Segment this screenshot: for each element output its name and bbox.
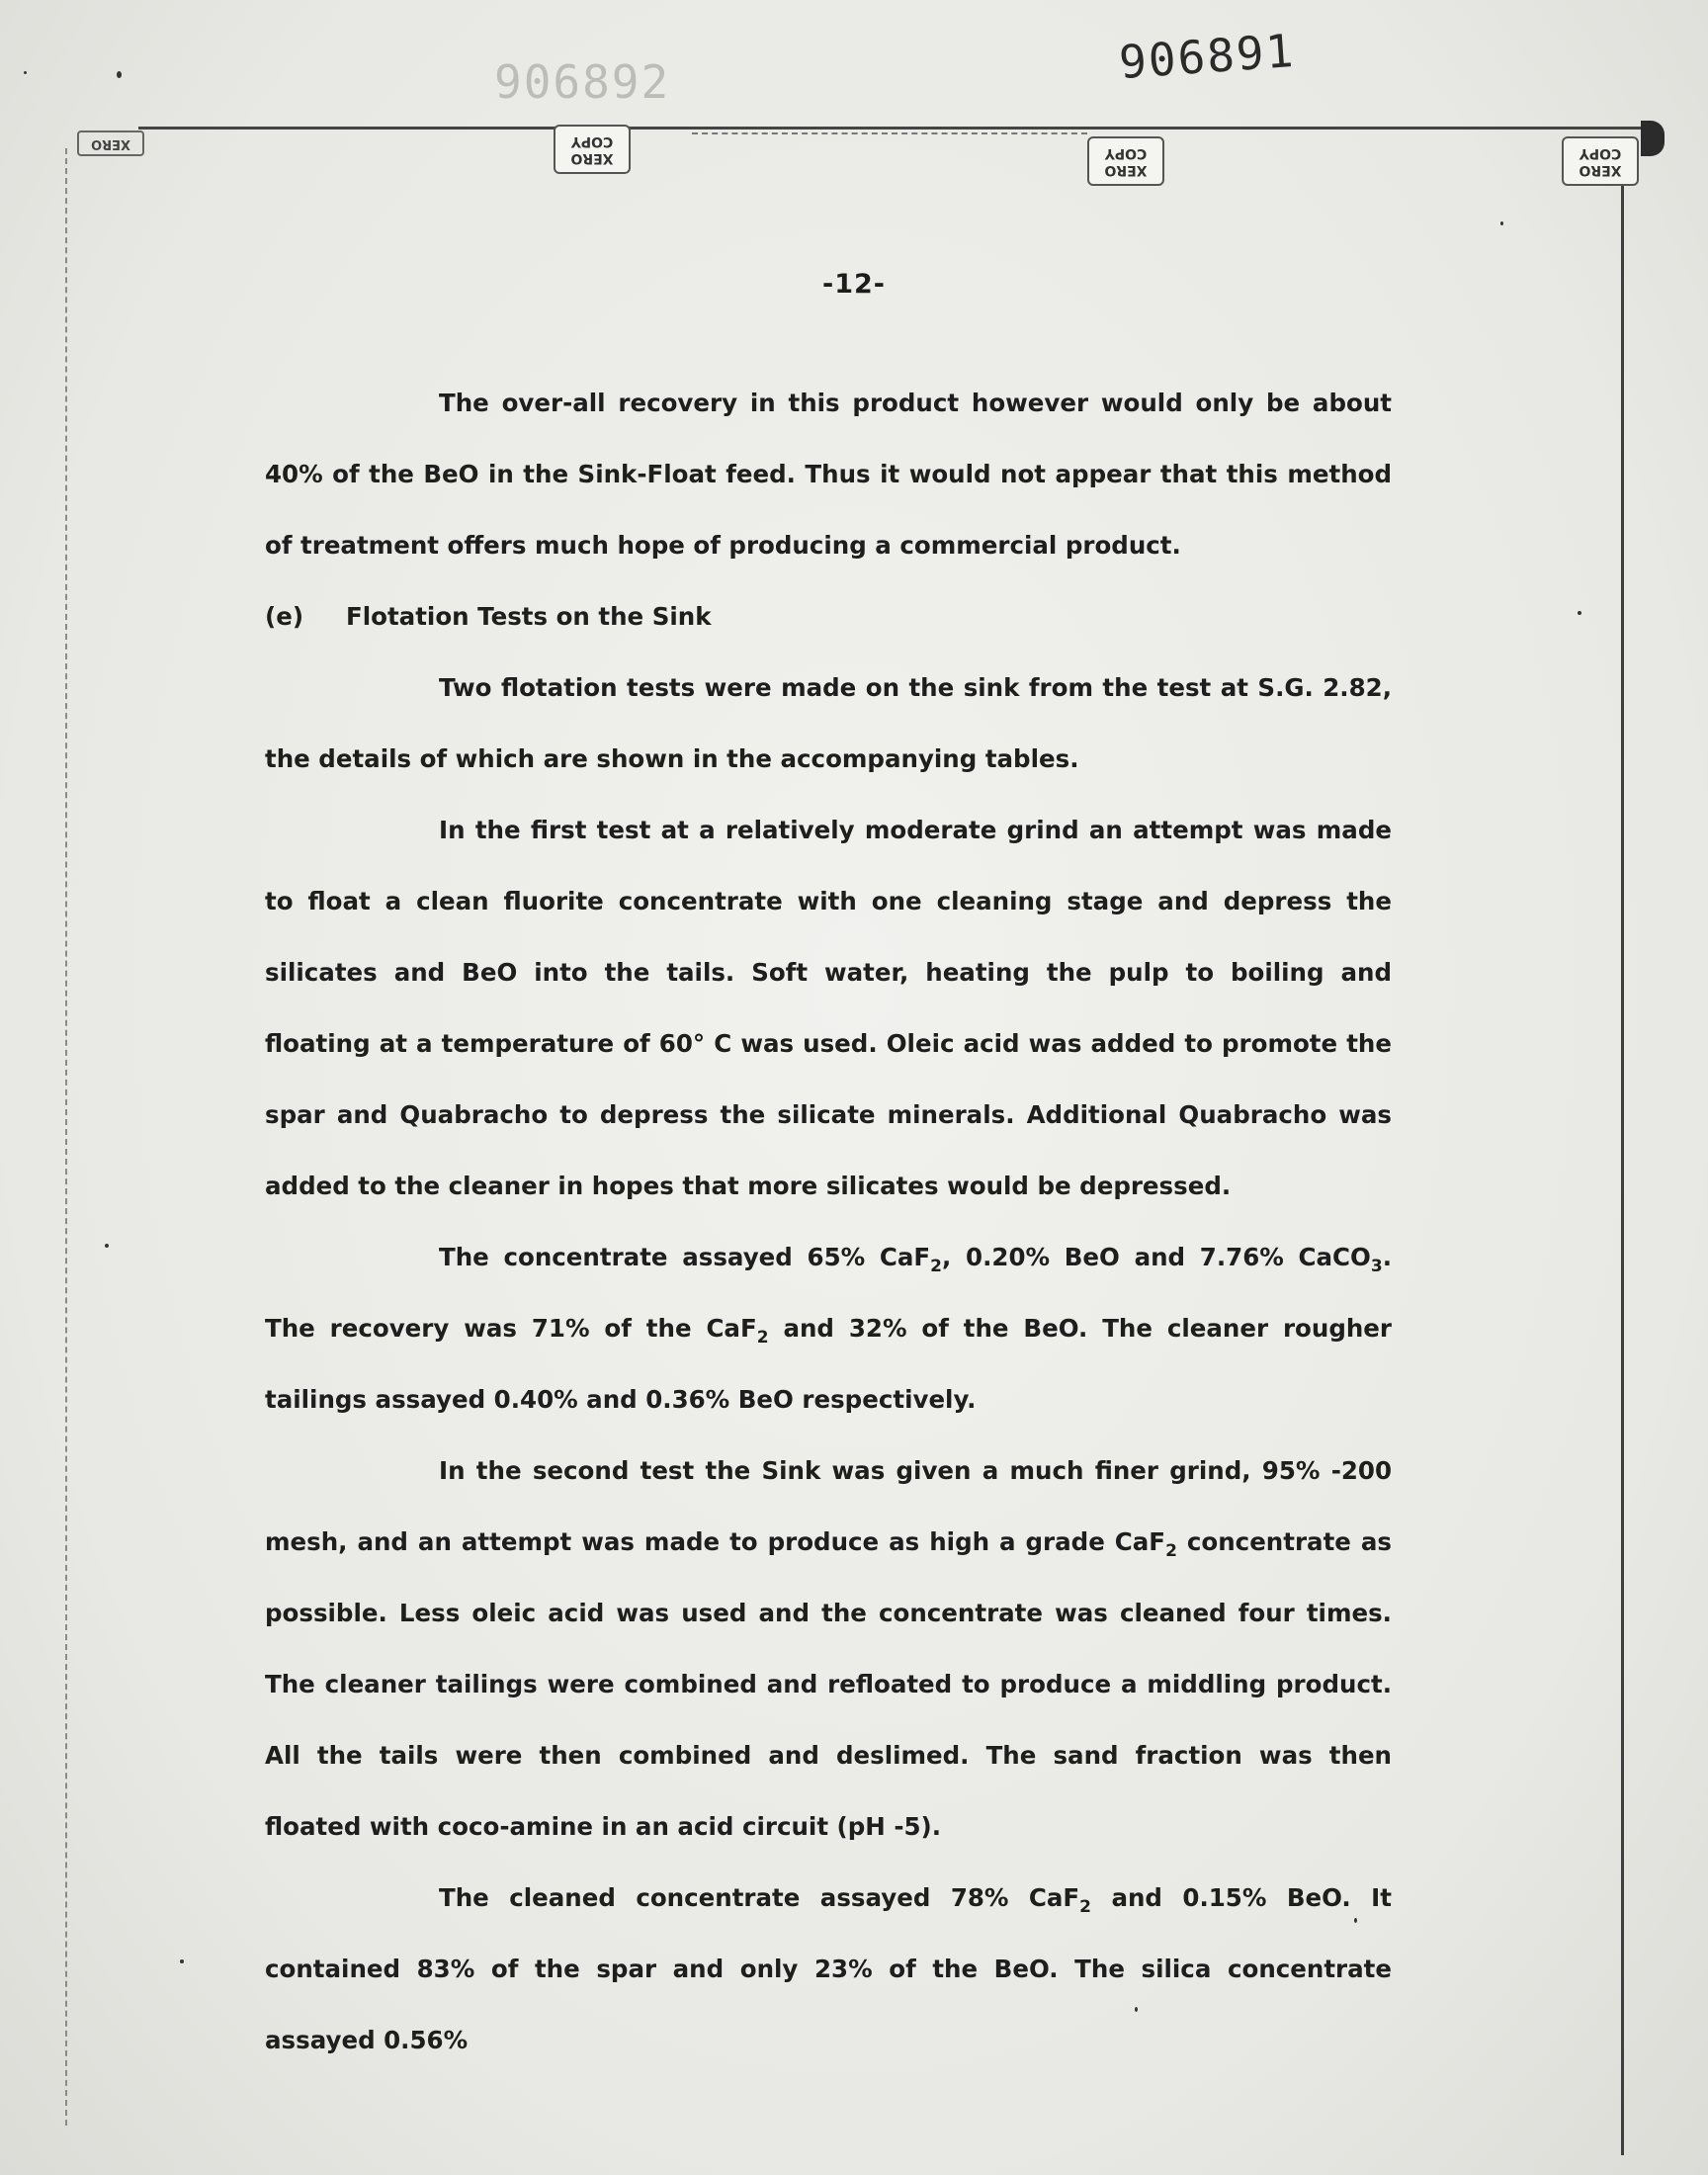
subscript: 2: [930, 1257, 943, 1276]
text-run: concentrate as possible. Less oleic acid was used and the concentrate was cleaned four times. The cleaner tailings were combined and refloated to produce a middling product. All the tails were then combined and deslimed. The sand fraction was then floated with coco-amine in an acid circuit (pH -5).: [265, 1527, 1392, 1841]
top-border-line: [138, 127, 1651, 130]
right-margin-line: [1621, 138, 1624, 2155]
stamp-line-copy: COPY: [1104, 145, 1148, 161]
section-label: (e): [265, 602, 304, 631]
left-margin-line: [65, 148, 67, 2126]
paragraph-recovery: The over-all recovery in this product however would only be about 40% of the BeO in the Sink-Float feed. Thus it would not appear that this method of treatment offers much hope of producing a commercial product.: [265, 389, 1392, 560]
text-run: The cleaned concentrate assayed 78% CaF: [439, 1883, 1080, 1912]
stamp-line-xero: XERO: [1579, 162, 1622, 178]
subscript: 3: [1370, 1257, 1383, 1276]
body-text: [265, 368, 1392, 2076]
scan-speck: [180, 1959, 184, 1963]
stamp-line-xero: XERO: [1104, 162, 1148, 178]
stamp-line-copy: COPY: [1579, 145, 1622, 161]
paragraph-cleaned-concentrate: [265, 1863, 1392, 2076]
page-number: -12-: [822, 269, 886, 300]
xero-stamp-left: XERO: [77, 130, 144, 156]
scan-speck: [24, 71, 27, 74]
subscript: 2: [1165, 1541, 1177, 1561]
scan-speck: [117, 71, 122, 78]
paragraph-second-test: [265, 1436, 1392, 1863]
top-border-dashes: [692, 132, 1087, 134]
stamp-line-copy: COPY: [570, 133, 614, 149]
subscript: 2: [1079, 1897, 1092, 1917]
text-run: and 32% of the BeO. The cleaner rougher tailings assayed 0.40% and 0.36% BeO respectively.: [265, 1314, 1393, 1414]
scan-speck: [1500, 221, 1503, 225]
paragraph-first-test: In the first test at a relatively moderate grind an attempt was made to float a clean fluorite concentrate with one cleaning stage and depress the silicates and BeO into the tails. Soft water, heating the pulp to boiling and floating at a temperature of 60° C was used. Oleic acid was added to promote the spar and Quabracho to depress the silicate minerals. Additional Quabracho was added to the cleaner in hopes that more silicates would be depressed.: [265, 816, 1392, 1200]
scan-speck: [1578, 611, 1581, 615]
subscript: 2: [756, 1328, 769, 1348]
stamp-line-xero: XERO: [570, 150, 614, 166]
section-heading: [265, 581, 1392, 652]
text-run: and 0.15% BeO. It contained 83% of the spar and only 23% of the BeO. The silica concentrate assayed 0.56%: [265, 1883, 1392, 2054]
corner-binding-tab: [1641, 121, 1665, 156]
paragraph-concentrate-assay: [265, 1222, 1392, 1436]
xero-copy-stamp: [554, 125, 631, 174]
text-run: , 0.20% BeO and 7.76% CaCO: [942, 1243, 1371, 1271]
handwritten-document-number: 906891: [1117, 23, 1297, 90]
bleed-through-number: 906892: [494, 55, 671, 109]
paragraph-flotation-tests: Two flotation tests were made on the sink from the test at S.G. 2.82, the details of which are shown in the accompanying tables.: [265, 673, 1392, 773]
xero-copy-stamp: [1087, 136, 1164, 186]
scan-speck: [105, 1244, 109, 1248]
xero-copy-stamp: [1562, 136, 1639, 186]
scan-speck: [1135, 2007, 1138, 2012]
text-run: The concentrate assayed 65% CaF: [439, 1243, 931, 1271]
text-run: . The recovery was 71% of the CaF: [265, 1243, 1392, 1343]
scan-speck: [1354, 1918, 1357, 1923]
section-title: Flotation Tests on the Sink: [346, 602, 712, 631]
text-run: In the second test the Sink was given a much finer grind, 95% -200 mesh, and an attempt was made to produce as high a grade CaF: [265, 1456, 1392, 1556]
